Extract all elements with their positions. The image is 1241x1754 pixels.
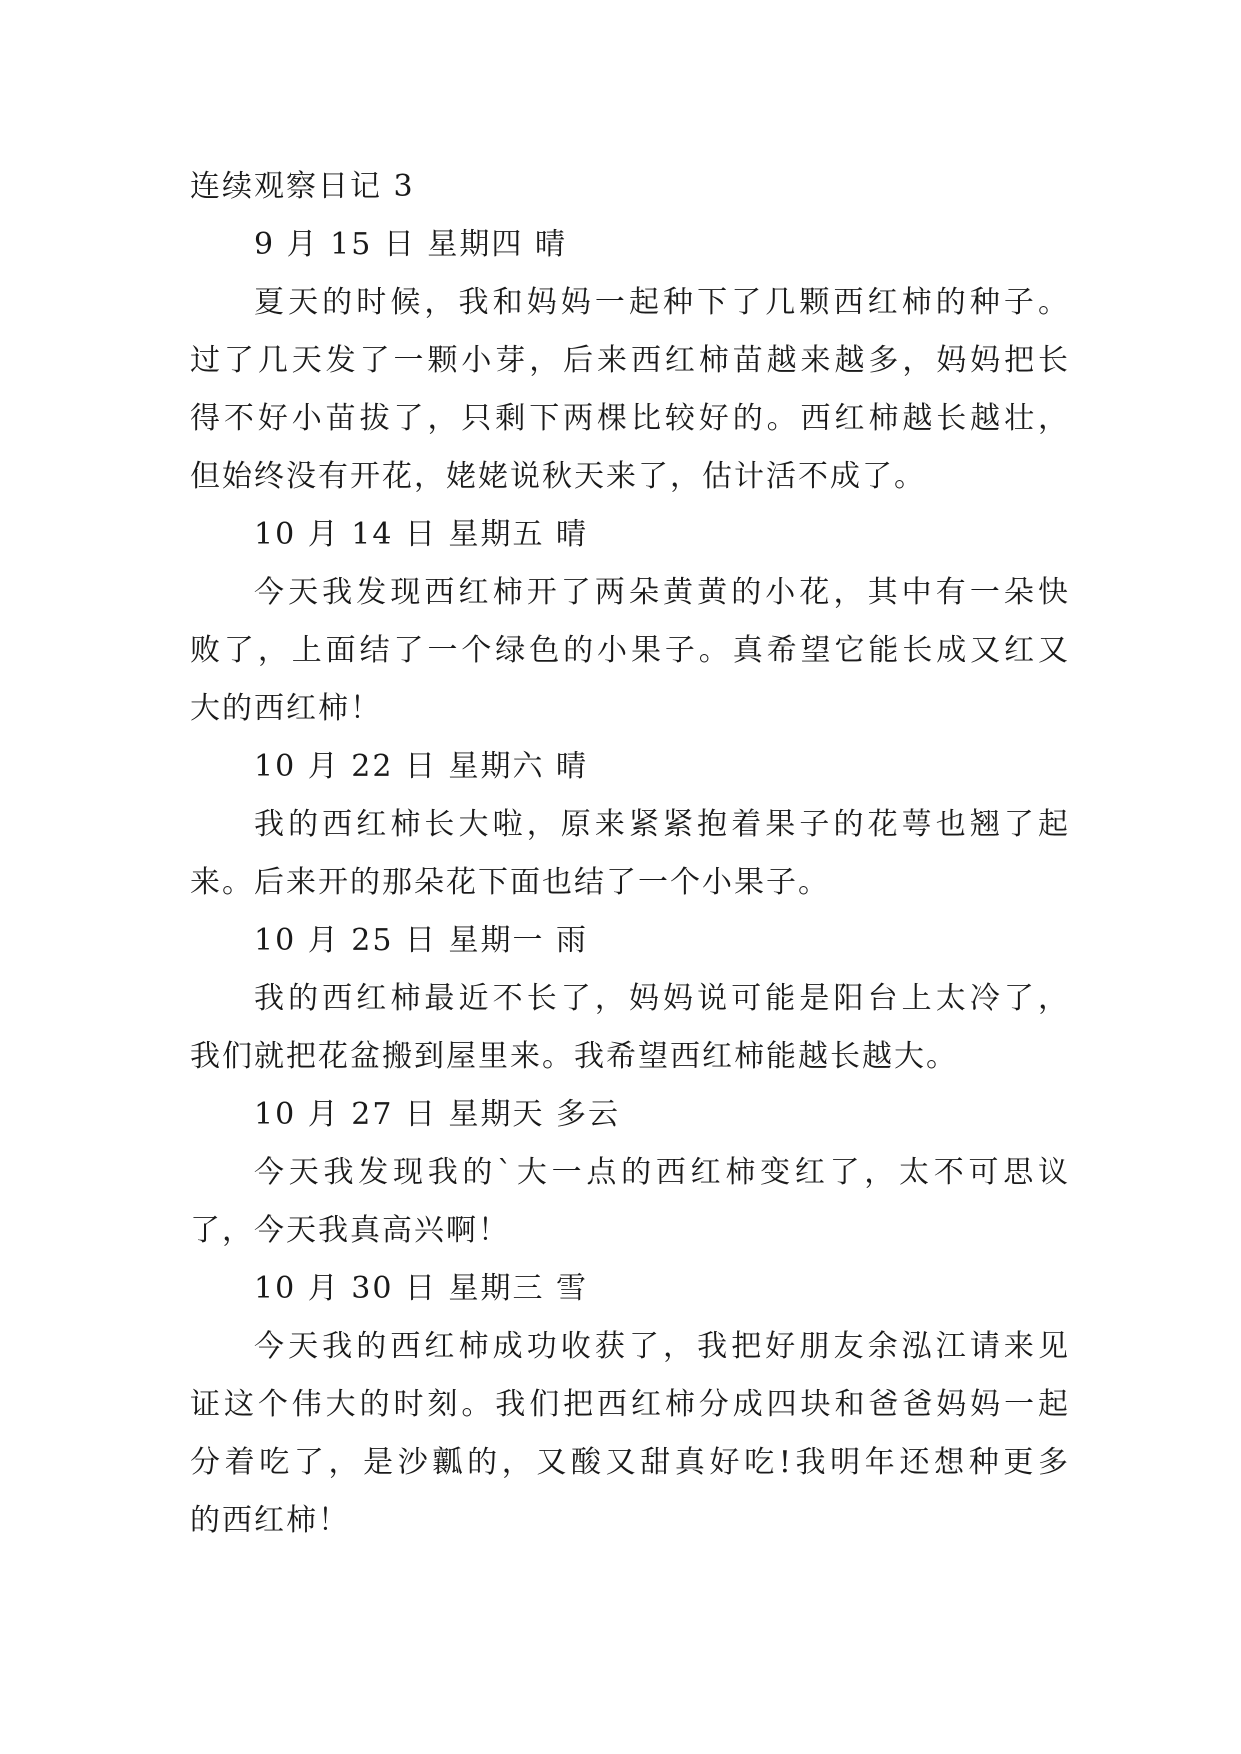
paragraph-line: 的西红柿！ [190, 1503, 350, 1538]
document-page [190, 158, 1070, 1550]
entry-paragraph [190, 1144, 1070, 1260]
entry-paragraph [190, 274, 1070, 506]
entry-paragraph [190, 564, 1070, 738]
entry-date: 10 月 25 日 星期一 雨 [254, 923, 589, 958]
entry-paragraph [190, 1318, 1070, 1550]
paragraph-line: 我的西红柿长大啦，原来紧紧抱着果子的花萼也翘了起 [254, 807, 1070, 842]
paragraph-line: 大的西红柿！ [190, 691, 382, 726]
document-title: 连续观察日记 3 [190, 169, 415, 204]
entry-date: 10 月 27 日 星期天 多云 [254, 1097, 621, 1132]
paragraph-line: 过了几天发了一颗小芽，后来西红柿苗越来越多，妈妈把长 [190, 343, 1070, 378]
paragraph-line: 但始终没有开花，姥姥说秋天来了，估计活不成了。 [190, 459, 926, 494]
diary-entry [190, 912, 1070, 1086]
paragraph-line: 今天我发现西红柿开了两朵黄黄的小花，其中有一朵快 [254, 575, 1070, 610]
entry-date: 9 月 15 日 星期四 晴 [254, 227, 567, 262]
entry-date: 10 月 22 日 星期六 晴 [254, 749, 589, 784]
entry-paragraph [190, 970, 1070, 1086]
entry-date: 10 月 30 日 星期三 雪 [254, 1271, 589, 1306]
diary-entry [190, 1260, 1070, 1550]
paragraph-line: 夏天的时候，我和妈妈一起种下了几颗西红柿的种子。 [254, 285, 1070, 320]
paragraph-line: 今天我发现我的`大一点的西红柿变红了，太不可思议 [254, 1155, 1070, 1190]
paragraph-line: 我的西红柿最近不长了，妈妈说可能是阳台上太冷了， [254, 981, 1070, 1016]
diary-entry [190, 1086, 1070, 1260]
entry-paragraph [190, 796, 1070, 912]
diary-entry [190, 506, 1070, 738]
paragraph-line: 我们就把花盆搬到屋里来。我希望西红柿能越长越大。 [190, 1039, 958, 1074]
paragraph-line: 来。后来开的那朵花下面也结了一个小果子。 [190, 865, 830, 900]
paragraph-line: 败了，上面结了一个绿色的小果子。真希望它能长成又红又 [190, 633, 1070, 668]
diary-entry [190, 738, 1070, 912]
paragraph-line: 了，今天我真高兴啊！ [190, 1213, 510, 1248]
diary-entry [190, 216, 1070, 506]
paragraph-line: 今天我的西红柿成功收获了，我把好朋友余泓江请来见 [254, 1329, 1070, 1364]
entry-date: 10 月 14 日 星期五 晴 [254, 517, 589, 552]
paragraph-line: 得不好小苗拔了，只剩下两棵比较好的。西红柿越长越壮， [190, 401, 1070, 436]
paragraph-line: 证这个伟大的时刻。我们把西红柿分成四块和爸爸妈妈一起 [190, 1387, 1070, 1422]
paragraph-line: 分着吃了，是沙瓤的，又酸又甜真好吃!我明年还想种更多 [190, 1445, 1070, 1480]
